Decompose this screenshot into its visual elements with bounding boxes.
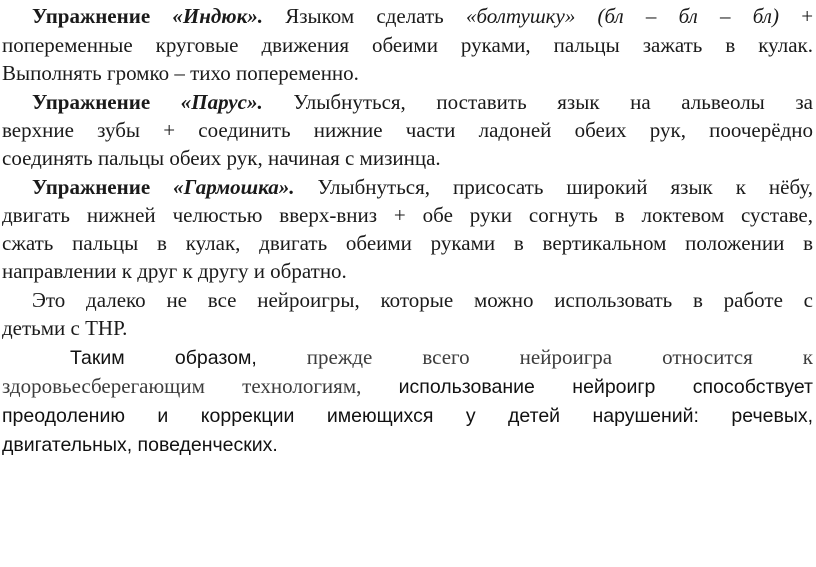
exercise-2-line-3: соединять пальцы обеих рук, начиная с мизинца. bbox=[2, 146, 441, 170]
exercise-2-line-1: Улыбнуться, поставить язык на альвеолы за bbox=[293, 90, 814, 114]
conclusion-line-3: преодолению и коррекции имеющихся у детей нарушений: речевых, bbox=[2, 405, 813, 427]
exercise-3-line-2: двигать нижней челюстью вверх-вниз + обе руки согнуть в локтевом суставе, bbox=[2, 203, 813, 227]
exercise-3-line-3: сжать пальцы в кулак, двигать обеими руками в вертикальном положении в bbox=[2, 231, 813, 255]
exercise-3-heading-line bbox=[32, 173, 813, 201]
conclusion-line-4: двигательных, поведенческих. bbox=[2, 434, 278, 456]
exercise-2-heading-line bbox=[32, 88, 813, 116]
exercise-3-name: «Гармошка». bbox=[173, 175, 295, 199]
exercise-1-lead: Упражнение bbox=[32, 4, 151, 28]
paragraph-line-2: детьми с ТНР. bbox=[2, 316, 128, 340]
exercise-2-name: «Парус». bbox=[180, 90, 263, 114]
conclusion-line-2-gray: здоровьесберегающим технологиям, bbox=[2, 374, 362, 398]
exercise-3-lead: Упражнение bbox=[32, 175, 151, 199]
conclusion-line-2 bbox=[2, 372, 813, 401]
conclusion-line-2-dark: использование нейроигр способствует bbox=[398, 376, 813, 398]
conclusion-lead: Таким образом, bbox=[70, 347, 257, 369]
exercise-1-line-2: попеременные круговые движения обеими руками, пальцы зажать в кулак. bbox=[2, 33, 813, 57]
exercise-2-line-2: верхние зубы + соединить нижние части ладоней обеих рук, поочерёдно bbox=[2, 118, 813, 142]
exercise-1-heading-line bbox=[32, 2, 813, 30]
exercise-3-line-4: направлении к друг к другу и обратно. bbox=[2, 259, 347, 283]
exercise-1-line-3: Выполнять громко – тихо попеременно. bbox=[2, 61, 359, 85]
exercise-2-lead: Упражнение bbox=[32, 90, 151, 114]
conclusion-rest: прежде всего нейроигра относится к bbox=[306, 345, 813, 369]
paragraph-line-1: Это далеко не все нейроигры, которые можно использовать в работе с bbox=[32, 288, 813, 312]
conclusion-line-1 bbox=[70, 343, 813, 372]
exercise-1-name: «Индюк». bbox=[172, 4, 263, 28]
exercise-1-line-1-pre: Языком сделать bbox=[285, 4, 444, 28]
exercise-1-line-1-post: + bbox=[801, 4, 814, 28]
exercise-1-line-1-italic: «болтушку» (бл – бл – бл) bbox=[465, 4, 779, 28]
exercise-3-line-1: Улыбнуться, присосать широкий язык к нёбу, bbox=[317, 175, 814, 199]
